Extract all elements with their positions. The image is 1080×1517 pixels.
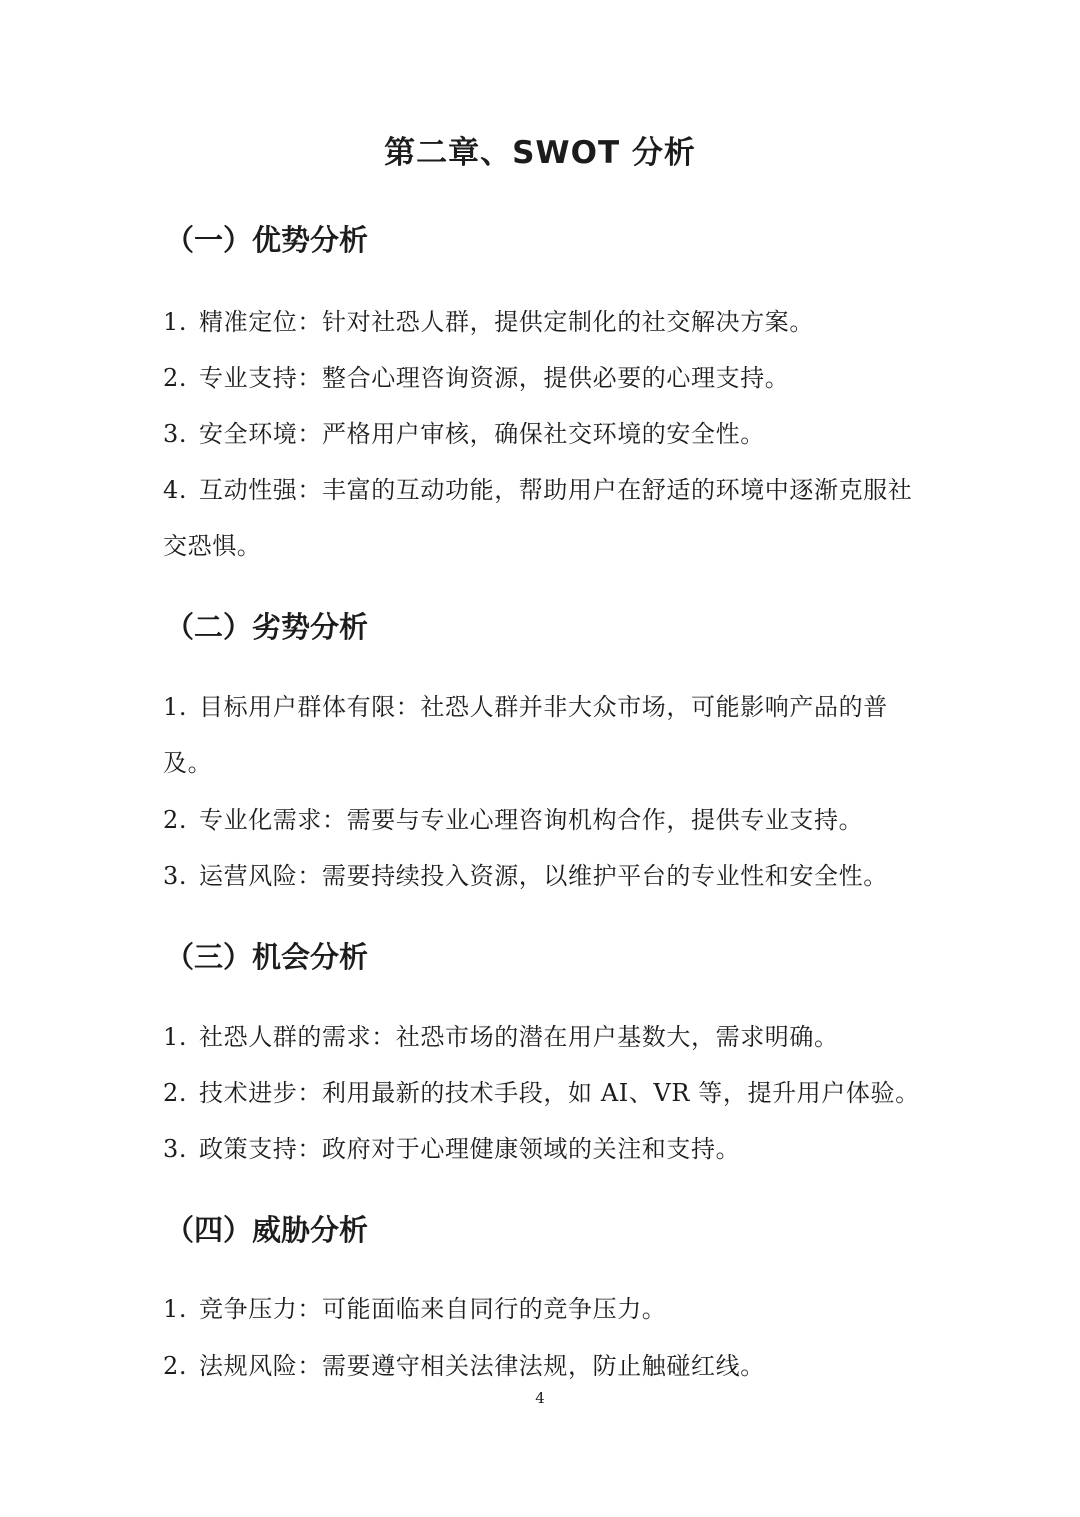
- section-heading-strengths: （一）优势分析: [165, 223, 369, 257]
- item-number: 3.: [163, 1135, 188, 1163]
- item-number: 3.: [163, 862, 188, 890]
- list-item: [163, 1009, 923, 1065]
- list-item: [163, 848, 923, 904]
- item-number: 1.: [163, 693, 188, 721]
- list-item: [163, 1121, 923, 1177]
- item-text: 技术进步：利用最新的技术手段，如 AI、VR 等，提升用户体验。: [199, 1079, 920, 1107]
- item-text: 政策支持：政府对于心理健康领域的关注和支持。: [199, 1135, 741, 1163]
- item-text: 运营风险：需要持续投入资源，以维护平台的专业性和安全性。: [199, 862, 888, 890]
- item-text: 法规风险：需要遵守相关法律法规，防止触碰红线。: [199, 1352, 765, 1380]
- list-item: [163, 406, 923, 462]
- item-text: 安全环境：严格用户审核，确保社交环境的安全性。: [199, 420, 765, 448]
- item-number: 3.: [163, 420, 188, 448]
- item-number: 1.: [163, 1295, 188, 1323]
- item-number: 1.: [163, 1023, 188, 1051]
- list-item: [163, 462, 923, 574]
- list-item: [163, 679, 923, 791]
- section-heading-weaknesses: （二）劣势分析: [165, 610, 369, 644]
- item-text: 专业化需求：需要与专业心理咨询机构合作，提供专业支持。: [199, 806, 864, 834]
- item-text: 互动性强：丰富的互动功能，帮助用户在舒适的环境中逐渐克服社交恐惧。: [163, 476, 913, 560]
- item-number: 2.: [163, 364, 188, 392]
- chapter-title: 第二章、SWOT 分析: [384, 135, 696, 171]
- list-item: [163, 350, 923, 406]
- list-item: [163, 1065, 923, 1121]
- item-number: 4.: [163, 476, 188, 504]
- item-text: 社恐人群的需求：社恐市场的潜在用户基数大，需求明确。: [199, 1023, 839, 1051]
- list-item: [163, 1281, 923, 1337]
- list-item: [163, 294, 923, 350]
- item-text: 目标用户群体有限：社恐人群并非大众市场，可能影响产品的普及。: [163, 693, 888, 777]
- list-item: [163, 792, 923, 848]
- item-number: 2.: [163, 1079, 188, 1107]
- item-number: 2.: [163, 1352, 188, 1380]
- item-text: 专业支持：整合心理咨询资源，提供必要的心理支持。: [199, 364, 790, 392]
- item-text: 竞争压力：可能面临来自同行的竞争压力。: [199, 1295, 667, 1323]
- item-number: 2.: [163, 806, 188, 834]
- section-heading-threats: （四）威胁分析: [165, 1213, 369, 1247]
- section-heading-opportunities: （三）机会分析: [165, 940, 369, 974]
- page-number: 4: [535, 1389, 545, 1407]
- item-number: 1.: [163, 308, 188, 336]
- item-text: 精准定位：针对社恐人群，提供定制化的社交解决方案。: [199, 308, 814, 336]
